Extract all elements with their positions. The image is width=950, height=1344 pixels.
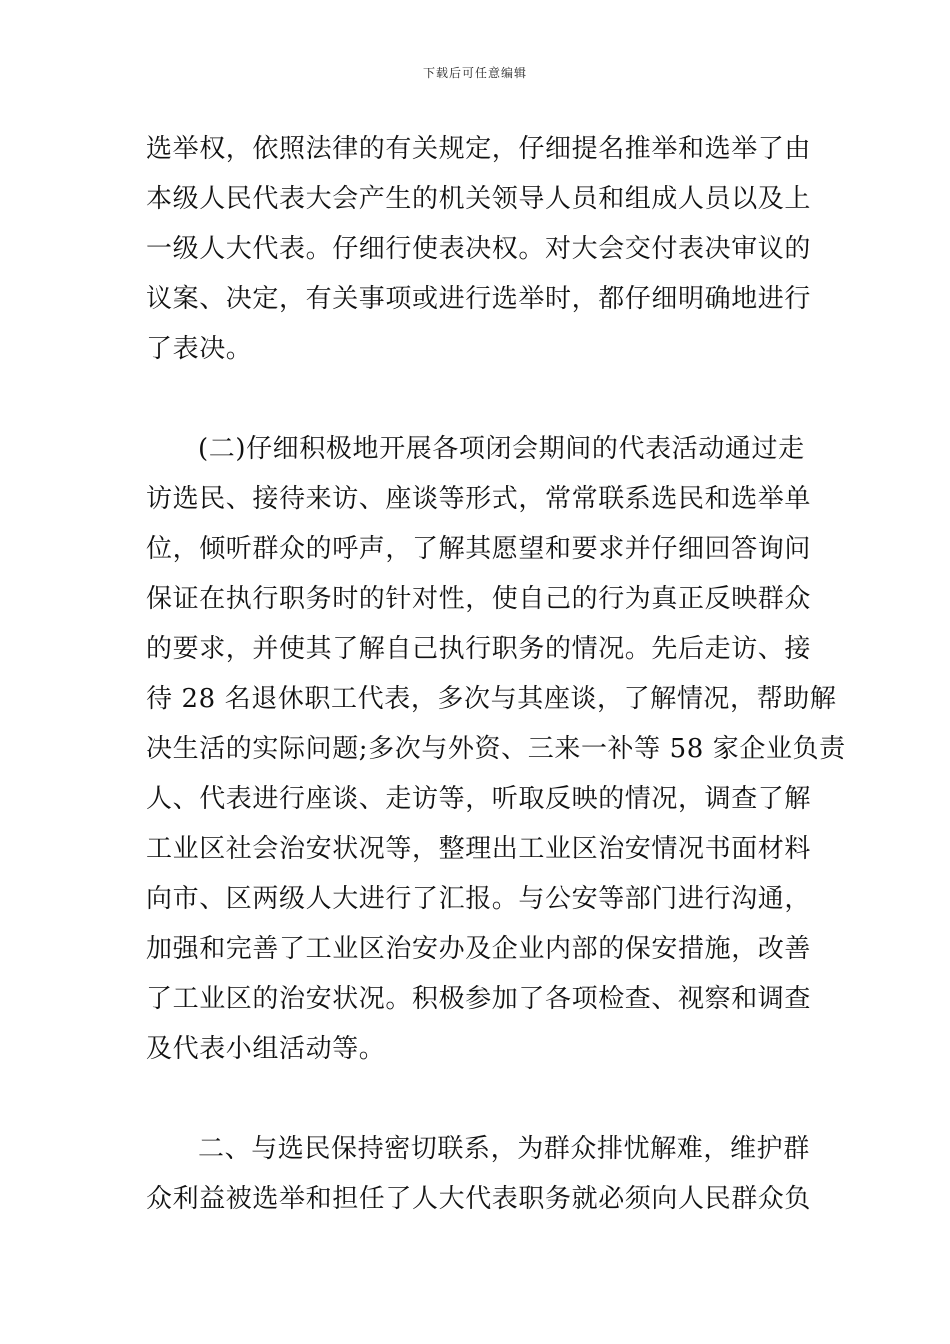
paragraph-line: 一级人大代表。仔细行使表决权。对大会交付表决审议的 xyxy=(146,234,812,264)
paragraph-line: 向市、区两级人大进行了汇报。与公安等部门进行沟通， xyxy=(146,884,812,914)
paragraph-line: 工业区社会治安状况等，整理出工业区治安情况书面材料 xyxy=(146,834,812,864)
paragraph-line: 议案、决定，有关事项或进行选举时，都仔细明确地进行 xyxy=(146,284,812,314)
paragraph-2 xyxy=(146,424,846,1074)
paragraph-line: (二)仔细积极地开展各项闭会期间的代表活动通过走 xyxy=(198,434,805,464)
page-header: 下载后可任意编辑 xyxy=(422,66,527,80)
paragraph-line: 选举权，依照法律的有关规定，仔细提名推举和选举了由 xyxy=(146,134,812,164)
paragraph-line: 决生活的实际问题;多次与外资、三来一补等 58 家企业负责 xyxy=(146,734,846,764)
paragraph-line: 访选民、接待来访、座谈等形式，常常联系选民和选举单 xyxy=(146,484,812,514)
paragraph-line: 加强和完善了工业区治安办及企业内部的保安措施，改善 xyxy=(146,934,812,964)
paragraph-line: 人、代表进行座谈、走访等，听取反映的情况，调查了解 xyxy=(146,784,812,814)
paragraph-line: 位，倾听群众的呼声，了解其愿望和要求并仔细回答询问 xyxy=(146,534,812,564)
paragraph-line: 众利益被选举和担任了人大代表职务就必须向人民群众负 xyxy=(146,1184,812,1214)
paragraph-line: 保证在执行职务时的针对性，使自己的行为真正反映群众 xyxy=(146,584,812,614)
paragraph-3 xyxy=(146,1124,816,1224)
paragraph-line: 及代表小组活动等。 xyxy=(146,1034,386,1064)
paragraph-line: 待 28 名退休职工代表，多次与其座谈，了解情况，帮助解 xyxy=(146,684,837,714)
paragraph-line: 了表决。 xyxy=(146,334,253,364)
paragraph-line: 本级人民代表大会产生的机关领导人员和组成人员以及上 xyxy=(146,184,812,214)
paragraph-line: 的要求，并使其了解自己执行职务的情况。先后走访、接 xyxy=(146,634,812,664)
paragraph-line: 了工业区的治安状况。积极参加了各项检查、视察和调查 xyxy=(146,984,812,1014)
paragraph-line: 二、与选民保持密切联系，为群众排忧解难，维护群 xyxy=(198,1134,810,1164)
paragraph-1 xyxy=(146,124,816,374)
